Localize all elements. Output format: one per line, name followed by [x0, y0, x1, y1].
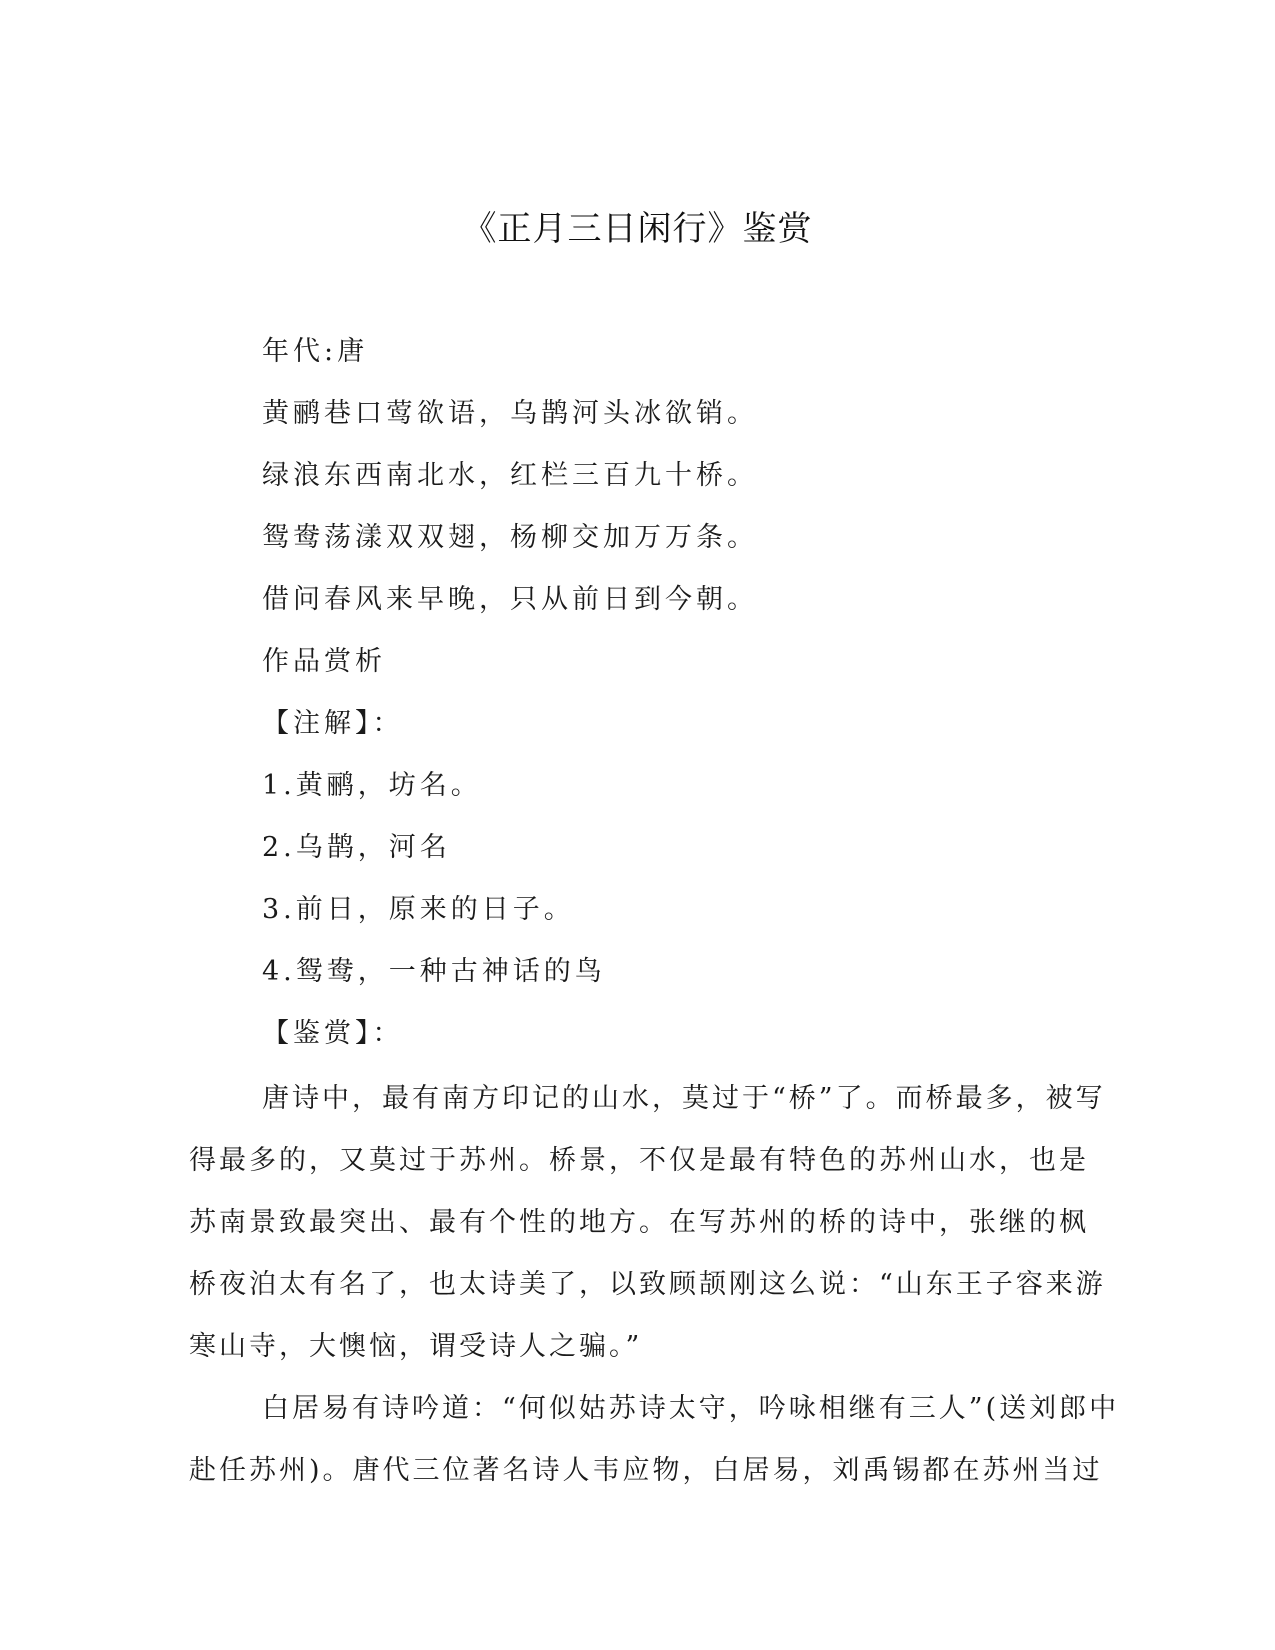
note-3: 3.前日，原来的日子。 [262, 894, 575, 925]
paragraph-1-line-4: 桥夜泊太有名了，也太诗美了，以致顾颉刚这么说：“山东王子容来游 [189, 1269, 1106, 1300]
poem-line-1: 黄鹂巷口莺欲语，乌鹊河头冰欲销。 [262, 398, 758, 429]
poem-line-4: 借问春风来早晚，只从前日到今朝。 [262, 584, 758, 615]
appreciation-body [189, 1068, 1120, 1502]
paragraph-2 [189, 1378, 1120, 1502]
appreciation-heading: 【鉴赏】： [262, 1018, 404, 1049]
paragraph-1-line-3: 苏南景致最突出、最有个性的地方。在写苏州的桥的诗中，张继的枫 [189, 1207, 1089, 1238]
note-4: 4.鸳鸯，一种古神话的鸟 [262, 956, 606, 987]
document-title: 《正月三日闲行》鉴赏 [462, 209, 813, 249]
note-1: 1.黄鹂，坊名。 [262, 770, 482, 801]
paragraph-1-line-1: 唐诗中，最有南方印记的山水，莫过于“桥”了。而桥最多，被写 [262, 1083, 1106, 1114]
paragraph-2-line-2: 赴任苏州)。唐代三位著名诗人韦应物，白居易，刘禹锡都在苏州当过 [189, 1455, 1103, 1486]
paragraph-1 [189, 1068, 1106, 1378]
poem-line-2: 绿浪东西南北水，红栏三百九十桥。 [262, 460, 758, 491]
note-2: 2.乌鹊，河名 [262, 832, 451, 863]
paragraph-1-line-5: 寒山寺，大懊恼，谓受诗人之骗。” [189, 1331, 643, 1362]
paragraph-1-line-2: 得最多的，又莫过于苏州。桥景，不仅是最有特色的苏州山水，也是 [189, 1145, 1089, 1176]
notes-heading: 【注解】： [262, 708, 404, 739]
poem-line-3: 鸳鸯荡漾双双翅，杨柳交加万万条。 [262, 522, 758, 553]
poem-and-notes [262, 330, 1122, 1074]
era-line: 年代:唐 [262, 336, 369, 367]
analysis-heading: 作品赏析 [262, 646, 386, 677]
paragraph-2-line-1: 白居易有诗吟道：“何似姑苏诗太守，吟咏相继有三人”(送刘郎中 [262, 1393, 1120, 1424]
